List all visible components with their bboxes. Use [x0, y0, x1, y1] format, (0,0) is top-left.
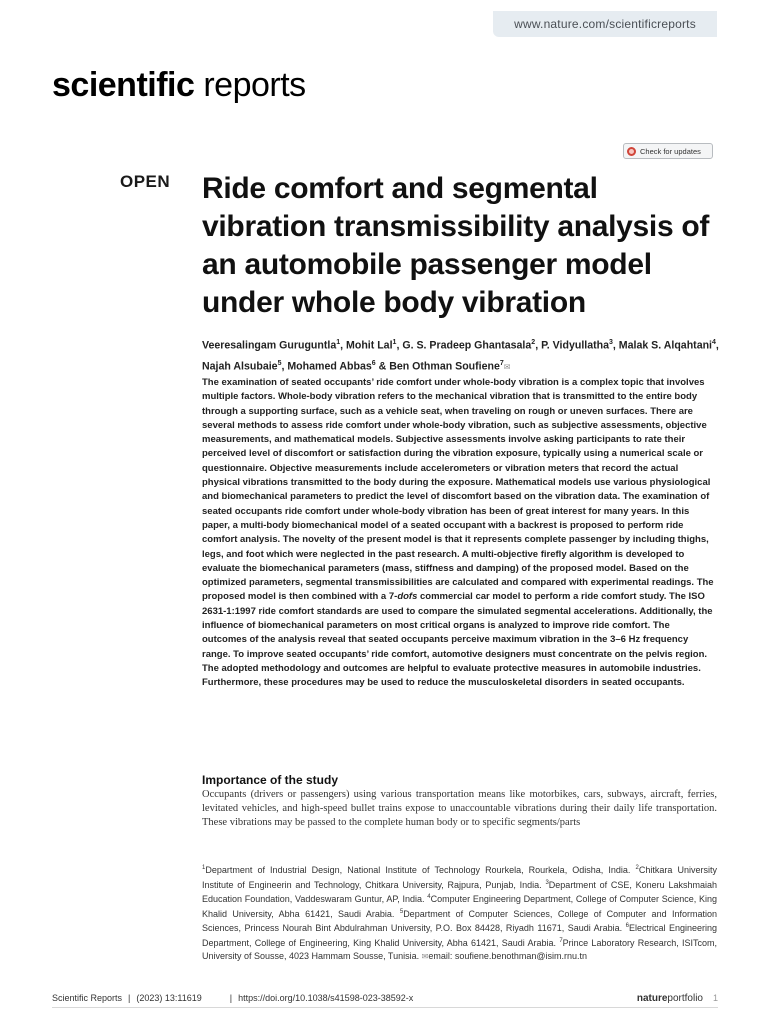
publisher-light: portfolio — [667, 992, 703, 1004]
open-access-label: OPEN — [120, 172, 171, 191]
footer-separator: | — [128, 993, 131, 1003]
journal-url-link[interactable]: www.nature.com/scientificreports — [514, 17, 696, 31]
author-name[interactable]: Najah Alsubaie — [202, 360, 278, 373]
journal-url-tab[interactable] — [493, 11, 717, 37]
author-affiliation-ref: 4 — [712, 339, 716, 346]
affiliation-text: Computer Engineering Department, College of Computer Science, King Khalid University, Abha 61421, Saudi Arabia. — [202, 894, 717, 919]
affiliation-number: 1 — [202, 865, 206, 871]
affiliation-text: Department of Computer Sciences, College of Computer and Information Sciences, Princess Nourah Bint Abdulrahman University, P.O. Box 84428, Riyadh 11671, Saudi Arabia. — [202, 908, 717, 934]
article-title: Ride comfort and segmental vibration transmissibility analysis of an automobile passenger model under whole body vibration — [202, 172, 710, 319]
abstract — [202, 376, 717, 691]
author-name[interactable]: Ben Othman Soufiene — [389, 360, 500, 373]
mail-icon: ✉ — [421, 951, 429, 961]
affiliation-number: 7 — [559, 937, 563, 944]
author-affiliation-ref: 6 — [371, 359, 376, 367]
abstract-part-2: commercial car model to perform a ride comfort study. The ISO 2631-1:1997 ride comfort standards are used to compare the simulated segmental accelerations. Additionally, the influence of biomechanical parameters on most critical organs is analyzed to improve ride comfort. The outcomes of the analysis reveal that seated occupants perceive maximum vibration in the 3–6 Hz frequency range. To improve seated occupants’ ride comfort, automotive designers must concentrate on the pelvis region. The adopted methodology and outcomes are helpful to evaluate protective measures in automobile industries. Furthermore, these procedures may be used to reduce the musculoskeletal disorders in seated occupants. — [202, 591, 713, 689]
author-affiliation-ref: 2 — [531, 339, 536, 346]
affiliation-number: 2 — [635, 865, 639, 871]
author-affiliation-ref: 3 — [609, 339, 613, 346]
footer-separator: | — [229, 993, 233, 1003]
affiliation-number: 4 — [427, 894, 431, 901]
publisher-bold: nature — [636, 992, 668, 1004]
importance-heading: Importance of the study — [202, 773, 339, 787]
check-for-updates-label: Check for updates — [640, 146, 701, 156]
logo-bold-text: scientific — [52, 66, 195, 104]
author-name[interactable]: G. S. Pradeep Ghantasala — [402, 339, 532, 352]
footer-divider — [52, 1007, 718, 1008]
check-for-updates-button[interactable] — [623, 143, 713, 159]
author-name[interactable]: Mohamed Abbas — [287, 360, 372, 373]
footer-doi-wrap — [224, 993, 413, 1003]
page-footer — [52, 991, 718, 1005]
author-affiliation-ref: 1 — [336, 339, 341, 346]
author-list: Veeresalingam Guruguntla$^1$, Mohit Lal$^1$, G. S. Pradeep Ghantasala$^2$, P. Vidyullatha$^3$, Malak S. Alqahtani$^4$, Najah Alsubaie$^5$, Mohamed Abbas$^6$ & Ben Othman Soufiene$^7$✉ — [202, 339, 719, 373]
mail-icon[interactable]: ✉ — [503, 362, 511, 372]
author-name[interactable]: P. Vidyullatha — [541, 339, 609, 352]
author-affiliation-ref: 1 — [392, 339, 397, 346]
crossmark-icon — [627, 147, 636, 156]
corresponding-email[interactable]: email: soufiene.benothman@isim.rnu.tn — [428, 950, 588, 961]
author-and: & — [378, 360, 387, 373]
author-name[interactable]: Mohit Lal — [346, 339, 393, 352]
nature-portfolio-logo — [637, 993, 703, 1004]
importance-text: Occupants (drivers or passengers) using various transportation means like motorbikes, cars, subways, aircraft, ferries, levitated vehicles, and high-speed bullet trains expose to unaccountable vibrations during their daily life transportation. These vibrations may be passed to the complete human body or to specific segments/parts — [202, 789, 717, 829]
affiliation-number: 5 — [399, 908, 404, 915]
footer-citation: (2023) 13:11619 — [136, 993, 202, 1003]
affiliation-number: 3 — [545, 879, 549, 886]
author-name[interactable]: Veeresalingam Guruguntla — [202, 339, 337, 352]
affiliation-text: Electrical Engineering Department, College of Engineering, King Khalid University, Abha 61421, Saudi Arabia. — [202, 923, 718, 948]
affiliation-text: Prince Laboratory Research, ISITcom, University of Sousse, 4023 Hammam Sousse, Tunisia. — [202, 937, 717, 961]
author-affiliation-ref: 7 — [499, 359, 504, 367]
affiliation-text: Chitkara University Institute of Engineerin and Technology, Chitkara University, Rajpura, Punjab, India. — [202, 865, 717, 890]
footer-doi-link[interactable]: https://doi.org/10.1038/s41598-023-38592-x — [238, 993, 414, 1003]
abstract-part-1: The examination of seated occupants’ ride comfort under whole-body vibration is a complex topic that involves multiple factors. Whole-body vibration refers to the mechanical vibration that is transmitted to the entire body through a supporting surface, such as a vehicle seat, when traveling on rough or uneven surfaces. There are several methods to assess ride comfort under whole-body vibration, such as subjective assessments, objective measurements, and mathematical models. Subjective assessments involve asking participants to rate their perceived level of discomfort or satisfaction during the vibration exposure, typically using a numerical scale or questionnaire. Objective measurements include accelerometers or vibration meters that record the actual physical vibrations transmitted to the body during the exposure. Mathematical models use various physiological and biomechanical parameters to predict the level of discomfort based on the vibration data. The examination of seated occupants ride comfort under whole-body vibration has been of great interest for many years. In this paper, a multi-body biomechanical model of a seated occupant with a backrest is proposed to perform ride comfort analysis. The novelty of the present model is that it represents complete passenger by including thighs, legs, and foot which were neglected in the past research. A multi-objective firefly algorithm is developed to evaluate the biomechanical parameters (mass, stiffness and damping) of the proposed model. Based on the optimized parameters, segmental transmissibilities are calculated and compared with experimental readings. The proposed model is then combined with a 7- — [202, 377, 714, 603]
page-number: 1 — [712, 993, 718, 1003]
affiliation-text: Department of Industrial Design, National Institute of Technology Rourkela, Rourkela, Odisha, India. — [205, 865, 631, 875]
author-affiliation-ref: 5 — [277, 359, 282, 367]
affiliations — [202, 862, 717, 963]
journal-logo[interactable] — [52, 66, 306, 105]
footer-journal: Scientific Reports — [52, 993, 123, 1003]
author-name[interactable]: Malak S. Alqahtani — [618, 339, 713, 352]
affiliation-number: 6 — [625, 923, 629, 930]
logo-light-text: reports — [194, 66, 306, 104]
affiliation-text: Department of CSE, Koneru Lakshmaiah Education Foundation, Vaddeswaram Guntur, AP, India. — [202, 879, 717, 905]
abstract-dofs-term: dofs — [397, 591, 418, 603]
